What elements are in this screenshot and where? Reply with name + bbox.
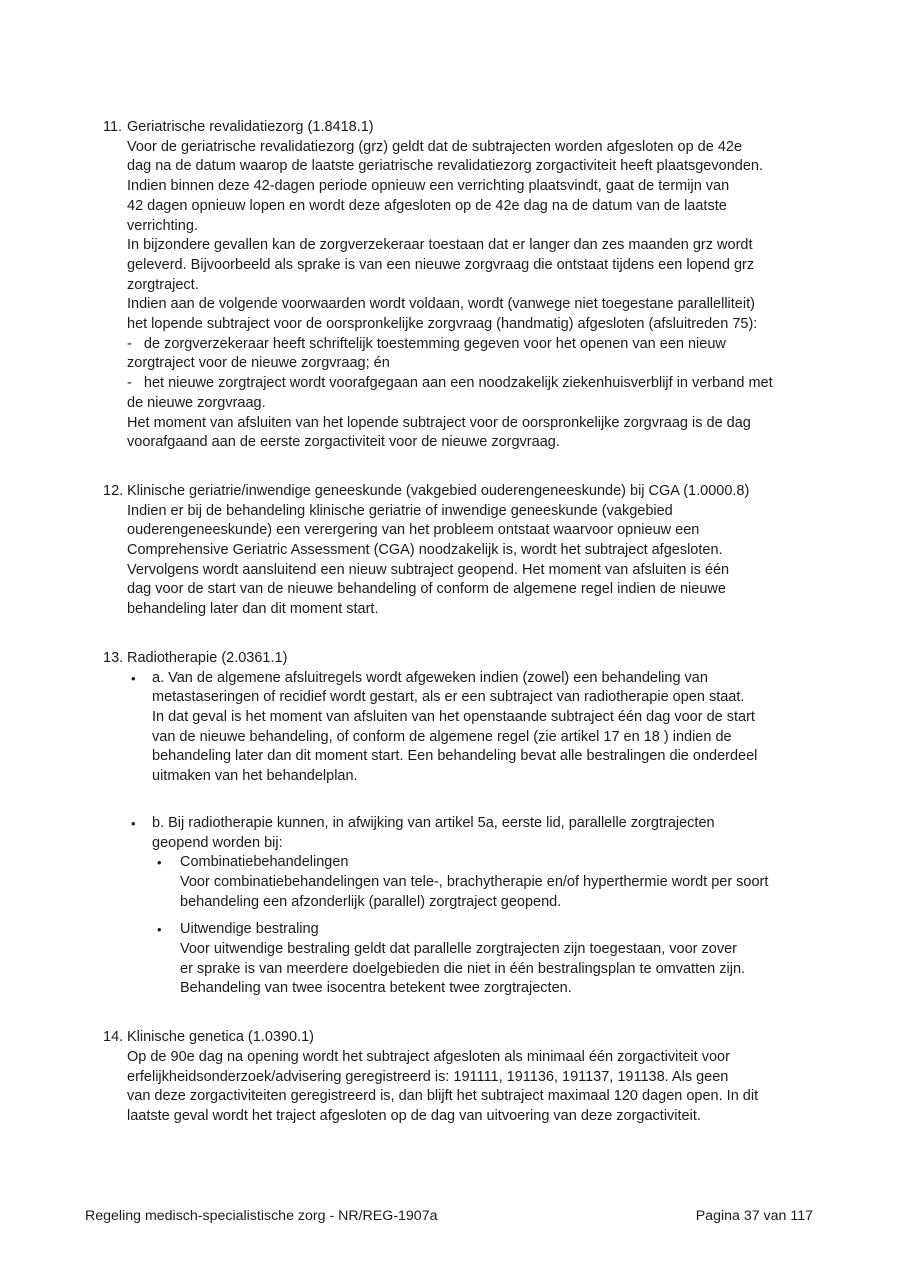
section — [103, 482, 833, 620]
text-line: laatste geval wordt het traject afgesloten op de dag van uitvoering van deze zorgactiviteit. — [127, 1107, 701, 1124]
text-line: dag voor de start van de nieuwe behandeling of conform de algemene regel indien de nieuwe — [127, 581, 726, 598]
bullet-item — [103, 853, 833, 912]
paragraph — [103, 138, 833, 453]
bullet-icon: • — [131, 670, 136, 686]
section-number: 13. — [103, 649, 124, 666]
text-line: van deze zorgactiviteiten geregistreerd is, dan blijft het subtraject maximaal 120 dagen open. In dit — [127, 1088, 759, 1105]
text-line: verrichting. — [127, 217, 198, 234]
section-title: Klinische genetica (1.0390.1) — [127, 1029, 315, 1046]
section-heading — [103, 118, 833, 138]
section-heading — [103, 1028, 833, 1048]
text-line: behandeling later dan dit moment start. — [127, 601, 379, 618]
text-line: zorgtraject. — [127, 276, 199, 293]
text-line: - de zorgverzekeraar heeft schriftelijk toestemming gegeven voor het openen van een nieuw — [127, 335, 726, 352]
section — [103, 649, 833, 999]
text-line: Indien aan de volgende voorwaarden wordt voldaan, wordt (vanwege niet toegestane parallelliteit) — [127, 296, 755, 313]
text-line: geopend worden bij: — [152, 834, 283, 851]
text-line: er sprake is van meerdere doelgebieden die niet in één bestralingsplan te omvatten zijn. — [180, 960, 746, 977]
section-heading — [103, 482, 833, 502]
section — [103, 1028, 833, 1127]
text-line: In bijzondere gevallen kan de zorgverzekeraar toestaan dat er langer dan zes maanden grz wordt — [127, 237, 753, 254]
text-line: uitmaken van het behandelplan. — [152, 768, 358, 785]
text-line: - het nieuwe zorgtraject wordt voorafgegaan aan een noodzakelijk ziekenhuisverblijf in verband met — [127, 375, 773, 392]
text-line: metastaseringen of recidief wordt gestart, als er een subtraject van radiotherapie open staat. — [152, 689, 745, 706]
text-line: Voor combinatiebehandelingen van tele-, brachytherapie en/of hyperthermie wordt per soort — [180, 873, 769, 890]
text-line: In dat geval is het moment van afsluiten van het openstaande subtraject één dag voor de start — [152, 708, 755, 725]
section — [103, 118, 833, 453]
section-number: 14. — [103, 1029, 124, 1046]
text-line: ouderengeneeskunde) een verergering van het probleem ontstaat waarvoor opnieuw een — [127, 522, 700, 539]
bullet-item — [103, 920, 833, 999]
text-line: Indien er bij de behandeling klinische geriatrie of inwendige geneeskunde (vakgebied — [127, 502, 673, 519]
text-line: Uitwendige bestraling — [180, 921, 319, 938]
text-line: Behandeling van twee isocentra betekent twee zorgtrajecten. — [180, 980, 572, 997]
text-line: Combinatiebehandelingen — [180, 854, 349, 871]
page-footer — [85, 1207, 813, 1227]
bullet-icon: • — [131, 815, 136, 831]
text-line: van de nieuwe behandeling, of conform de algemene regel (zie artikel 17 en 18 ) indien de — [152, 728, 732, 745]
document-content — [103, 118, 833, 1127]
text-line: Op de 90e dag na opening wordt het subtraject afgesloten als minimaal één zorgactiviteit voor — [127, 1048, 730, 1065]
text-line: Voor de geriatrische revalidatiezorg (grz) geldt dat de subtrajecten worden afgesloten op de 42e — [127, 138, 743, 155]
footer-document-title: Regeling medisch-specialistische zorg - NR/REG-1907a — [85, 1208, 438, 1224]
text-line: voorafgaand aan de eerste zorgactiviteit voor de nieuwe zorgvraag. — [127, 434, 560, 451]
paragraph — [103, 502, 833, 620]
text-line: Vervolgens wordt aansluitend een nieuw subtraject geopend. Het moment van afsluiten is één — [127, 561, 730, 578]
section-title: Geriatrische revalidatiezorg (1.8418.1) — [127, 119, 374, 135]
text-line: dag na de datum waarop de laatste geriatrische revalidatiezorg zorgactiviteit heeft plaatsgevonden. — [127, 158, 763, 175]
section-title: Radiotherapie (2.0361.1) — [127, 649, 288, 666]
text-line: a. Van de algemene afsluitregels wordt afgeweken indien (zowel) een behandeling van — [152, 669, 708, 686]
section-heading — [103, 649, 833, 669]
text-line: Het moment van afsluiten van het lopende subtraject voor de oorspronkelijke zorgvraag is de dag — [127, 414, 751, 431]
text-line: het lopende subtraject voor de oorspronkelijke zorgvraag (handmatig) afgesloten (afsluitreden 75): — [127, 316, 758, 333]
footer-page-number: Pagina 37 van 117 — [695, 1208, 813, 1224]
bullet-item — [103, 814, 833, 853]
text-line: behandeling later dan dit moment start. Een behandeling bevat alle bestralingen die onderdeel — [152, 748, 758, 765]
text-line: 42 dagen opnieuw lopen en wordt deze afgesloten op de 42e dag na de datum van de laatste — [127, 197, 727, 214]
text-line: Comprehensive Geriatric Assessment (CGA) noodzakelijk is, wordt het subtraject afgesloten. — [127, 542, 723, 559]
text-line: erfelijkheidsonderzoek/advisering geregistreerd is: 191111, 191136, 191137, 191138. Als geen — [127, 1068, 729, 1085]
text-line: geleverd. Bijvoorbeeld als sprake is van een nieuwe zorgvraag die ontstaat tijdens een lopend grz — [127, 256, 755, 273]
bullet-icon: • — [157, 922, 162, 938]
section-number: 11. — [103, 119, 123, 135]
bullet-icon: • — [157, 855, 162, 871]
text-line: zorgtraject voor de nieuwe zorgvraag; én — [127, 355, 390, 372]
section-title: Klinische geriatrie/inwendige geneeskunde (vakgebied ouderengeneeskunde) bij CGA (1.0000.8) — [127, 482, 750, 499]
section-number: 12. — [103, 482, 124, 499]
text-line: Voor uitwendige bestraling geldt dat parallelle zorgtrajecten zijn toegestaan, voor zover — [180, 941, 737, 958]
text-line: de nieuwe zorgvraag. — [127, 394, 266, 411]
text-line: behandeling een afzonderlijk (parallel) zorgtraject geopend. — [180, 893, 562, 910]
paragraph — [103, 1048, 833, 1127]
text-line: Indien binnen deze 42-dagen periode opnieuw een verrichting plaatsvindt, gaat de termijn van — [127, 178, 730, 195]
bullet-item — [103, 669, 833, 787]
text-line: b. Bij radiotherapie kunnen, in afwijking van artikel 5a, eerste lid, parallelle zorgtrajecten — [152, 814, 715, 831]
